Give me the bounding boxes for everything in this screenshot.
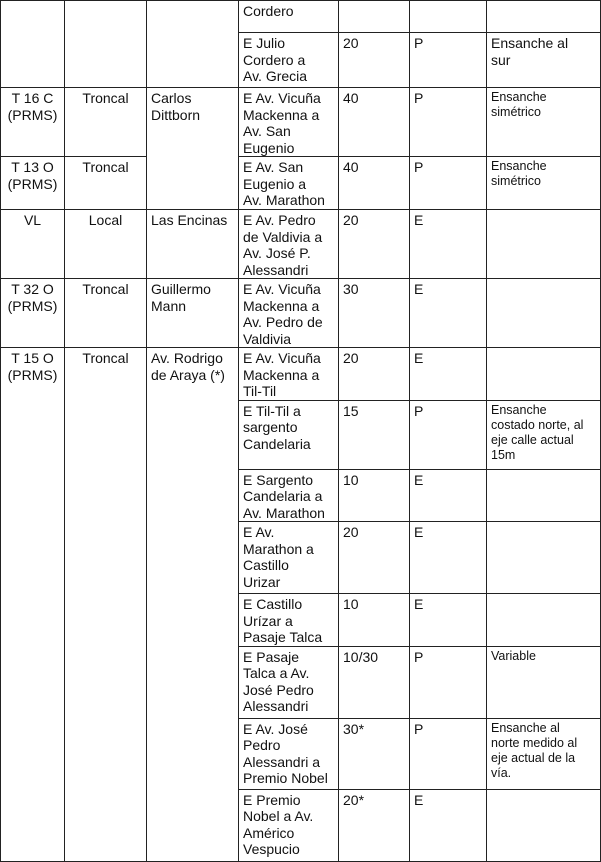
observation-line: Ensanche <box>491 402 547 417</box>
road-status-cell: E <box>410 789 487 861</box>
road-width-cell: 10 <box>339 594 410 647</box>
road-observation-cell <box>487 469 601 522</box>
road-code-cell-line: T 15 O <box>11 350 54 366</box>
road-segment-cell-line: E Av. Pedro <box>243 212 316 228</box>
road-name-cell <box>147 1 239 88</box>
road-segment-cell-line: Américo <box>243 824 295 841</box>
road-segment-cell-line: Av. Marathon <box>243 192 325 208</box>
road-segment-cell-line: Av. San <box>243 123 291 139</box>
road-segment-cell-line: Mackenna a <box>243 106 320 123</box>
road-segment-cell-line: Alessandri a <box>243 753 321 770</box>
road-name-cell <box>147 279 239 348</box>
road-code-cell <box>1 1 65 88</box>
road-segment-cell-line: E Premio <box>243 791 301 808</box>
road-segment-cell-line: E Castillo <box>243 596 303 612</box>
road-type-cell: Troncal <box>65 157 147 210</box>
table-row <box>1 279 601 348</box>
road-observation-cell <box>487 33 601 88</box>
road-segment-cell-line: Cordero a <box>243 51 306 68</box>
road-segment-cell-line: Vespucio <box>243 841 300 857</box>
road-segment-cell <box>239 33 339 88</box>
road-name-cell-line: Mann <box>151 297 187 314</box>
observation-line: eje calle actual <box>491 432 574 447</box>
road-segment-cell-line: Av. Pedro de <box>243 314 323 330</box>
observation-line: costado norte, al <box>491 417 584 432</box>
road-code-cell <box>1 157 65 210</box>
observation-line: Ensanche al <box>491 35 569 51</box>
road-name-cell <box>147 210 239 279</box>
road-name-cell-line: Av. Rodrigo <box>151 350 223 366</box>
table-body <box>1 1 601 862</box>
road-width-cell: 30* <box>339 718 410 789</box>
road-segment-cell-line: Nobel a Av. <box>243 808 314 824</box>
road-segment-cell <box>239 594 339 647</box>
road-segment-cell-line: Eugenio <box>243 139 295 156</box>
road-segment-cell <box>239 210 339 279</box>
road-name-cell <box>147 88 239 210</box>
road-status-cell: E <box>410 348 487 401</box>
road-width-cell: 10/30 <box>339 646 410 718</box>
road-width-cell: 20 <box>339 33 410 88</box>
observation-line: Ensanche al <box>491 720 560 735</box>
road-code-cell <box>1 279 65 348</box>
road-segment-cell-line: E Av. <box>243 524 275 540</box>
road-segment-cell-line: José Pedro <box>243 681 314 698</box>
table-row <box>1 1 601 33</box>
road-code-cell <box>1 210 65 279</box>
road-segment-cell-line: Mackenna a <box>243 366 320 383</box>
table-row <box>1 348 601 401</box>
road-segment-cell-line: Premio Nobel <box>243 770 328 786</box>
road-segment-cell-line: E Julio <box>243 35 286 51</box>
observation-line: Ensanche <box>491 90 547 104</box>
road-status-cell: E <box>410 594 487 647</box>
road-type-cell: Troncal <box>65 279 147 348</box>
road-segment-cell-line: Urizar <box>243 573 281 590</box>
road-status-cell: P <box>410 157 487 210</box>
road-segment-cell-line: Pasaje Talca <box>243 629 323 645</box>
road-observation-cell <box>487 522 601 594</box>
road-observation-cell <box>487 348 601 401</box>
road-observation-cell <box>487 789 601 861</box>
road-observation-cell <box>487 88 601 157</box>
road-observation-cell <box>487 718 601 789</box>
road-segment-cell-line: Castillo <box>243 557 289 573</box>
road-observation-cell <box>487 400 601 469</box>
road-segment-cell-line: Cordero <box>243 3 294 19</box>
road-segment-cell-line: E Til-Til a <box>243 402 301 419</box>
road-segment-cell <box>239 279 339 348</box>
road-status-cell: E <box>410 210 487 279</box>
road-status-cell: E <box>410 522 487 594</box>
road-width-cell: 15 <box>339 400 410 469</box>
road-width-cell: 20 <box>339 522 410 594</box>
road-segment-cell-line: E Av. Vicuña <box>243 281 321 297</box>
road-observation-cell <box>487 210 601 279</box>
road-status-cell: P <box>410 646 487 718</box>
road-segment-cell-line: E Av. Vicuña <box>243 350 321 366</box>
road-observation-cell <box>487 279 601 348</box>
road-code-cell-line: T 16 C <box>11 90 54 106</box>
road-segment-cell <box>239 469 339 522</box>
road-segment-cell <box>239 1 339 33</box>
observation-line: 15m <box>491 447 516 462</box>
road-width-cell: 10 <box>339 469 410 522</box>
road-segment-cell-line: E Pasaje <box>243 648 300 665</box>
road-width-cell: 40 <box>339 157 410 210</box>
road-width-cell: 20* <box>339 789 410 861</box>
road-code-cell-line: VL <box>23 212 42 228</box>
observation-line: Variable <box>491 648 536 663</box>
observation-text <box>491 159 596 189</box>
road-name-cell-line: Guillermo <box>151 281 211 297</box>
road-segment-cell-line: Valdivia <box>243 330 291 347</box>
observation-text <box>491 649 596 664</box>
road-name-cell-line: Carlos <box>151 90 192 106</box>
road-observation-cell <box>487 646 601 718</box>
road-segment-cell-line: Alessandri <box>243 698 309 714</box>
road-segment-cell-line: de Valdivia a <box>243 228 323 245</box>
observation-text <box>491 403 596 463</box>
road-segment-cell-line: Urízar a <box>243 612 293 629</box>
table-row <box>1 88 601 157</box>
road-observation-cell <box>487 157 601 210</box>
road-segment-cell-line: Av. Marathon <box>243 504 325 521</box>
road-segment-cell-line: Til-Til <box>243 383 277 399</box>
observation-line: norte medido al <box>491 735 578 750</box>
road-segment-cell-line: Av. Grecia <box>243 68 308 84</box>
observation-line: vía. <box>491 765 512 780</box>
road-width-cell: 40 <box>339 88 410 157</box>
road-code-cell-line: (PRMS) <box>7 366 58 383</box>
road-segment-cell-line: E Av. Vicuña <box>243 90 321 106</box>
road-code-cell-line: (PRMS) <box>7 175 58 192</box>
road-segment-cell <box>239 646 339 718</box>
road-segment-cell-line: Eugenio a <box>243 175 307 192</box>
road-code-cell-line: T 13 O <box>11 159 54 175</box>
road-segment-cell-line: Alessandri <box>243 261 309 278</box>
road-code-cell <box>1 88 65 157</box>
road-status-cell: P <box>410 88 487 157</box>
road-name-cell <box>147 348 239 862</box>
road-observation-cell <box>487 594 601 647</box>
road-status-cell <box>410 1 487 33</box>
observation-text <box>491 90 596 120</box>
road-segment-cell-line: Marathon a <box>243 540 314 557</box>
observation-line: Ensanche <box>491 159 547 173</box>
road-segment-cell <box>239 522 339 594</box>
road-segment-cell <box>239 400 339 469</box>
observation-text <box>491 721 596 781</box>
road-width-cell: 20 <box>339 210 410 279</box>
road-segment-cell-line: Candelaria <box>243 435 311 452</box>
table-row <box>1 210 601 279</box>
road-segment-cell-line: Mackenna a <box>243 297 320 314</box>
road-status-cell: P <box>410 718 487 789</box>
road-segment-cell-line: Pedro <box>243 737 281 753</box>
road-segment-cell <box>239 348 339 401</box>
road-type-cell <box>65 1 147 88</box>
road-code-cell <box>1 348 65 862</box>
observation-line: sur <box>491 51 511 68</box>
road-segment-cell <box>239 157 339 210</box>
road-type-cell: Troncal <box>65 348 147 862</box>
road-status-cell: E <box>410 469 487 522</box>
road-segment-cell-line: Av. José P. <box>243 245 311 261</box>
road-code-cell-line: (PRMS) <box>7 297 58 314</box>
road-type-cell: Local <box>65 210 147 279</box>
road-segment-cell <box>239 718 339 789</box>
observation-line: simétrico <box>491 174 542 188</box>
observation-line: eje actual de la <box>491 750 576 765</box>
observation-text <box>491 35 596 68</box>
road-code-cell-line: T 32 O <box>11 281 54 297</box>
observation-line: simétrico <box>491 105 542 119</box>
road-status-cell: E <box>410 279 487 348</box>
road-segment-cell-line: sargento <box>243 419 298 435</box>
road-name-cell-line: Dittborn <box>151 106 201 123</box>
road-segment-cell-line: E Sargento <box>243 471 314 488</box>
road-width-cell: 30 <box>339 279 410 348</box>
road-width-cell: 20 <box>339 348 410 401</box>
road-status-cell: P <box>410 33 487 88</box>
road-status-cell: P <box>410 400 487 469</box>
road-segment-cell <box>239 88 339 157</box>
road-type-cell: Troncal <box>65 88 147 157</box>
road-observation-cell <box>487 1 601 33</box>
road-code-cell-line: (PRMS) <box>7 106 58 123</box>
road-segment-cell-line: E Av. José <box>243 720 308 737</box>
road-name-cell-line: Las Encinas <box>151 212 228 228</box>
road-segment-cell-line: E Av. San <box>243 159 304 175</box>
road-width-cell <box>339 1 410 33</box>
road-segment-cell <box>239 789 339 861</box>
table-row <box>1 157 601 210</box>
road-segment-cell-line: Candelaria a <box>243 488 323 504</box>
road-segment-cell-line: Talca a Av. <box>243 665 310 681</box>
road-name-cell-line: de Araya (*) <box>151 366 225 383</box>
